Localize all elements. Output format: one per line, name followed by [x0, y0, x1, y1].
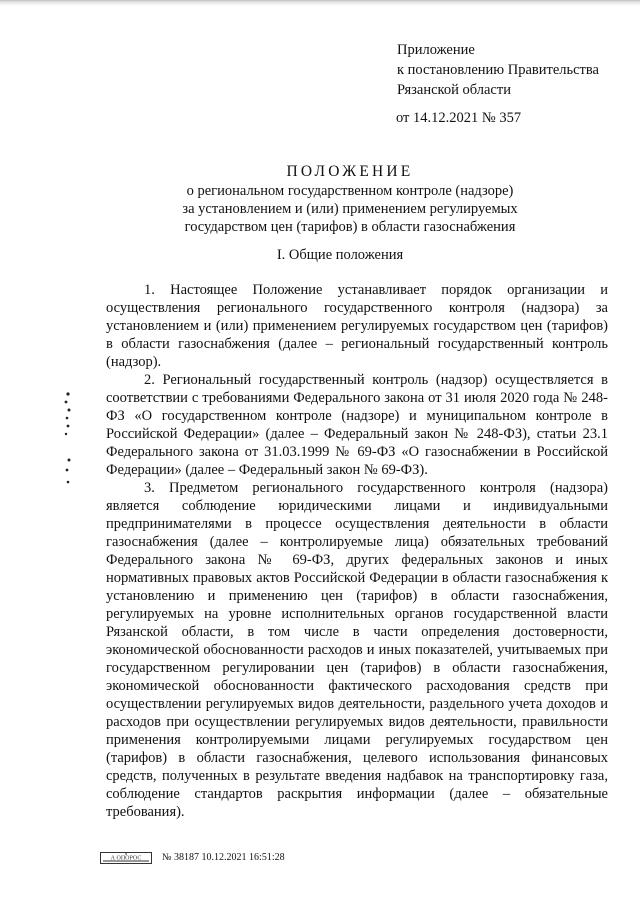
document-body	[106, 281, 608, 821]
appendix-line-3: Рязанской области	[397, 82, 511, 98]
document-subtitle-3: государством цен (тарифов) в области газоснабжения	[184, 219, 516, 235]
paragraph-2: 2. Региональный государственный контроль (надзор) осуществляется в соответствии с требованиями Федерального закона от 31 июля 2020 года № 248-ФЗ «О государственном контроле (надзоре) и муниципальном контроле в Российской Федерации» (далее – Федеральный закон № 248-ФЗ), статьи 23.1 Федерального закона от 31.03.1999 № 69-ФЗ «О газоснабжении в Российской Федерации» (далее – Федеральный закон № 69-ФЗ).	[106, 372, 608, 478]
section-title: I. Общие положения	[276, 247, 404, 263]
paragraph-3: 3. Предметом регионального государственного контроля (надзора) является соблюдение юридическими лицами и индивидуальными предпринимателями в процессе осуществления деятельности в области газоснабжения (далее – контролируемые лица) обязательных требований Федерального закона № 69-ФЗ, других федеральных законов и иных нормативных правовых актов Российской Федерации в области газоснабжения к установлению и применению цен (тарифов) в области газоснабжения, регулируемых на уровне исполнительных органов государственной власти Рязанской области, в том числе в части определения достоверности, экономической обоснованности расходов и иных показателей, учитываемых при государственном регулировании цен (тарифов) в области газоснабжения, экономической обоснованности фактического расходования средств при осуществлении регулируемых видов деятельности, раздельного учета доходов и расходов при осуществлении регулируемых видов деятельности, правильности применения контролируемыми лицами регулируемых государством цен (тарифов) в области газоснабжения, целевого использования финансовых средств, полученных в результате введения надбавок на транспортировку газа, соблюдение стандартов раскрытия информации (далее – обязательные требования).	[106, 480, 608, 820]
registration-number: № 38187 10.12.2021 16:51:28	[162, 852, 285, 863]
document-subtitle-1: о региональном государственном контроле (надзоре)	[186, 183, 514, 199]
appendix-line-1: Приложение	[397, 42, 475, 58]
appendix-block	[397, 40, 599, 128]
document-title: ПОЛОЖЕНИЕ	[286, 163, 414, 180]
stamp-icon	[100, 852, 152, 864]
registration-footer	[100, 852, 285, 864]
document-heading	[120, 162, 580, 236]
paragraph-1: 1. Настоящее Положение устанавливает порядок организации и осуществления регионального государственного контроля (надзора) за установлением и (или) применением регулируемых государством цен (тарифов) в области газоснабжения (далее – региональный государственный контроль (надзор).	[106, 282, 608, 370]
scan-edge-shadow	[0, 0, 640, 6]
appendix-date: от 14.12.2021 № 357	[396, 110, 522, 126]
svg-text:А ОПОРОС: А ОПОРОС	[110, 855, 142, 862]
appendix-line-2: к постановлению Правительства	[397, 62, 599, 78]
margin-binding-marks	[60, 390, 76, 501]
document-subtitle-2: за установлением и (или) применением регулируемых	[182, 201, 518, 217]
